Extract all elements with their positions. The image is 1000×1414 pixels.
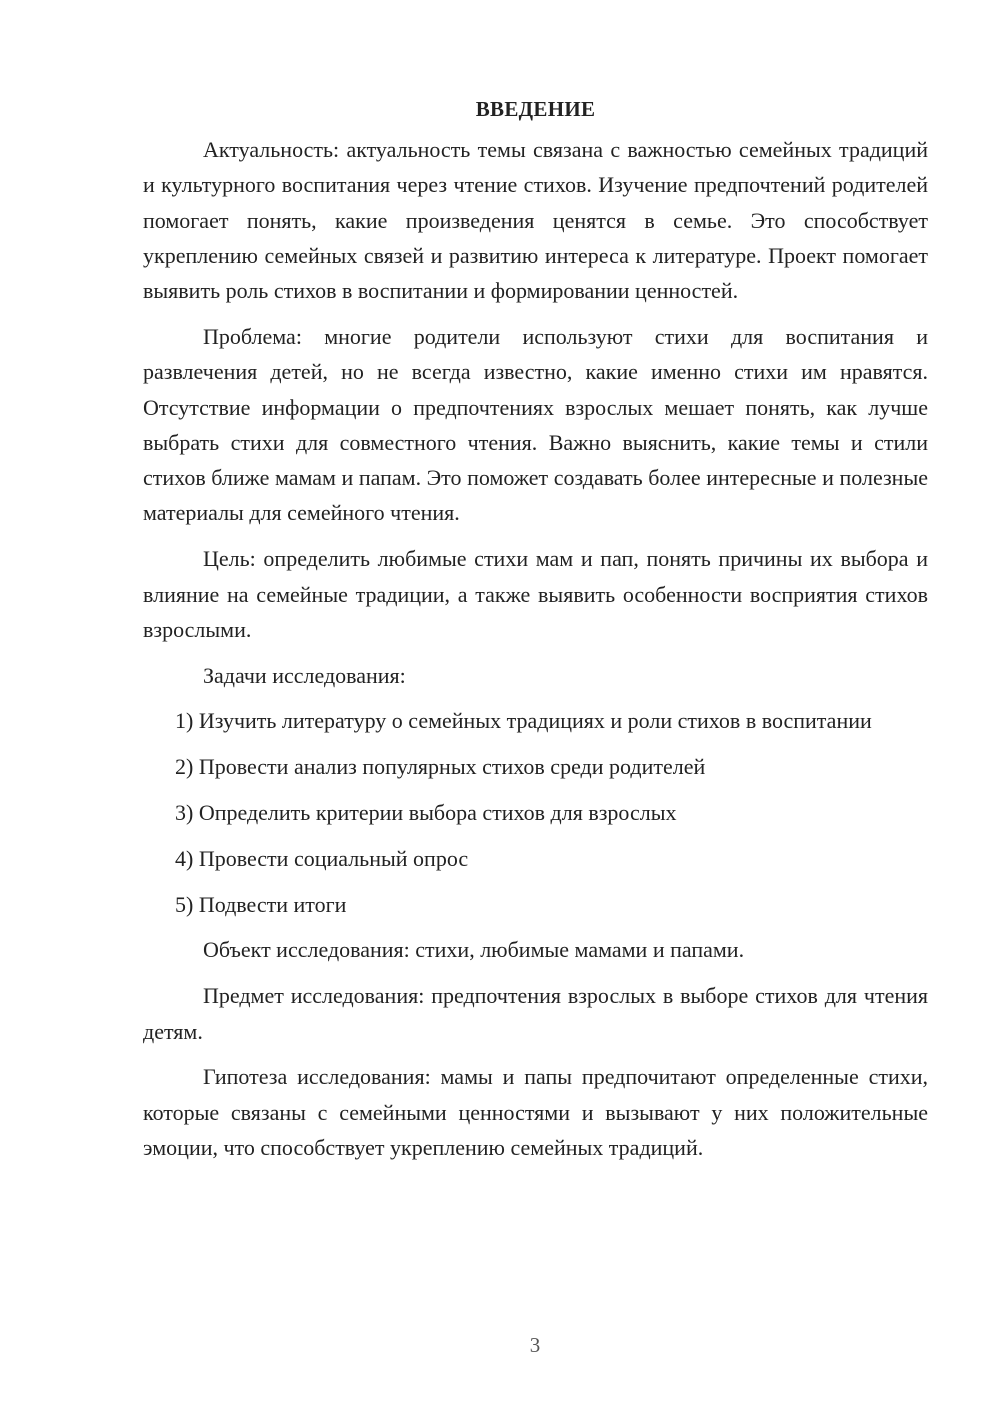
task-item: 2) Провести анализ популярных стихов среди родителей [175, 754, 706, 780]
paragraph-relevance: Актуальность: актуальность темы связана с важностью семейных традиций и культурного воспитания через чтение стихов. Изучение предпочтений родителей помогает понять, какие произведения ценятся в семье. Это способствует укреплению семейных связей и развитию интереса к литературе. Проект помогает выявить роль стихов в воспитании и формировании ценностей. [143, 137, 928, 304]
page-number: 3 [529, 1333, 541, 1357]
task-item: 1) Изучить литературу о семейных традициях и роли стихов в воспитании [175, 708, 872, 734]
document-page [143, 92, 928, 1176]
task-item: 3) Определить критерии выбора стихов для взрослых [175, 800, 677, 826]
page-title: ВВЕДЕНИЕ [475, 97, 596, 121]
paragraph-object: Объект исследования: стихи, любимые мамами и папами. [203, 937, 745, 963]
task-list [143, 703, 928, 921]
paragraph-hypothesis: Гипотеза исследования: мамы и папы предпочитают определенные стихи, которые связаны с семейными ценностями и вызывают у них положительные эмоции, что способствует укреплению семейных традиций. [143, 1064, 928, 1160]
task-item: 5) Подвести итоги [175, 891, 347, 917]
paragraph-problem: Проблема: многие родители используют стихи для воспитания и развлечения детей, но не всегда известно, какие именно стихи им нравятся. Отсутствие информации о предпочтениях взрослых мешает понять, как лучше выбрать стихи для совместного чтения. Важно выяснить, какие темы и стили стихов ближе мамам и папам. Это поможет создавать более интересные и полезные материалы для семейного чтения. [143, 323, 928, 526]
paragraph-goal: Цель: определить любимые стихи мам и пап, понять причины их выбора и влияние на семейные традиции, а также выявить особенности восприятия стихов взрослыми. [143, 546, 928, 642]
paragraph-tasks-heading: Задачи исследования: [203, 662, 406, 688]
task-item: 4) Провести социальный опрос [175, 845, 469, 871]
paragraph-subject: Предмет исследования: предпочтения взрослых в выборе стихов для чтения детям. [143, 983, 928, 1044]
